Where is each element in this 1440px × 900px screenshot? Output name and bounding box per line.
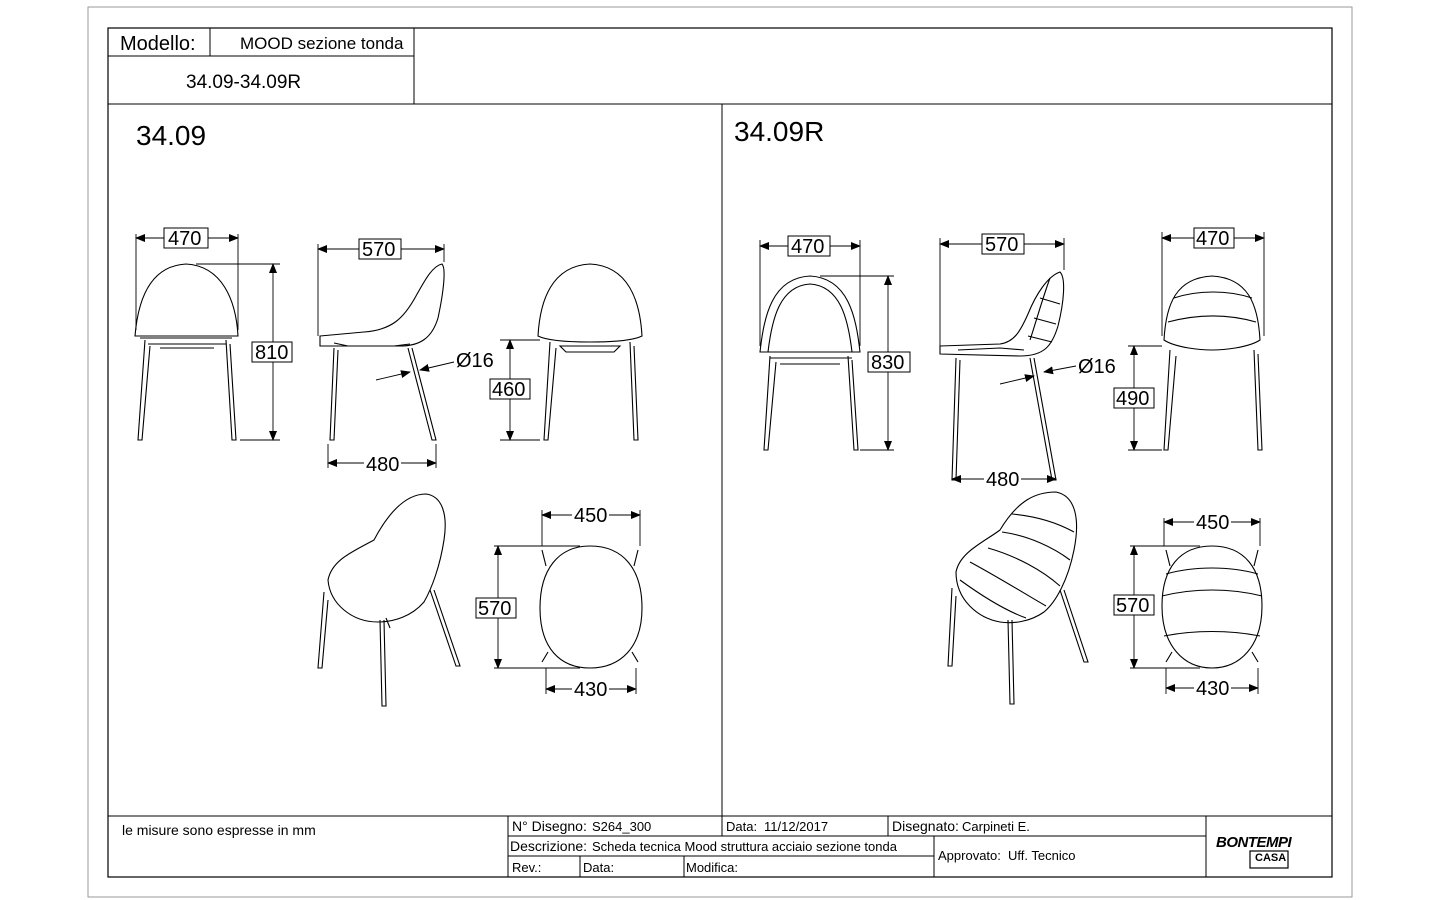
back-view-legs — [1164, 350, 1262, 450]
dim-top-depth: 570 — [1116, 595, 1150, 617]
rev-date-label: Data: — [583, 860, 615, 875]
back-view-shell — [1164, 276, 1260, 350]
dim-side-depth: 570 — [985, 234, 1019, 256]
modification-label: Modifica: — [686, 860, 739, 875]
panel-title-34-09R: 34.09R — [734, 116, 825, 147]
back-view-legs — [544, 342, 638, 440]
drawing-number: S264_300 — [592, 819, 652, 834]
approved-label: Approvato: — [938, 848, 1001, 863]
perspective-view-shell — [328, 494, 445, 622]
front-view-shell — [135, 264, 238, 336]
dim-base-depth: 480 — [986, 469, 1020, 491]
side-view-shell — [320, 264, 444, 346]
drawn-by: Carpineti E. — [962, 819, 1030, 834]
front-view-legs — [764, 356, 858, 450]
header-box — [108, 28, 1332, 816]
dim-top-width: 450 — [574, 505, 608, 527]
perspective-view-shell — [956, 492, 1077, 623]
side-view-legs — [330, 348, 436, 440]
logo-sub: CASA — [1255, 852, 1287, 864]
date-label: Data: — [726, 819, 758, 834]
approved-by: Uff. Tecnico — [1008, 848, 1076, 863]
rev-label: Rev.: — [512, 860, 542, 875]
dim-top-depth: 570 — [478, 598, 512, 620]
dim-height: 830 — [871, 352, 905, 374]
back-view-shell — [538, 264, 642, 342]
top-view-seat — [540, 546, 642, 668]
dim-top-width: 450 — [1196, 512, 1230, 534]
units-note: le misure sono espresse in mm — [122, 822, 316, 838]
dim-front-width: 470 — [168, 228, 202, 250]
drawing-number-label: N° Disegno: — [512, 818, 587, 834]
dimension-label-boxes — [164, 228, 1234, 618]
top-view-seat — [1162, 546, 1262, 668]
front-view-legs — [138, 340, 236, 440]
logo-text: BONTEMPI — [1216, 834, 1292, 851]
perspective-view-legs — [318, 590, 460, 706]
front-view-shell — [760, 276, 860, 352]
dim-side-depth: 570 — [362, 239, 396, 261]
dim-seat-height: 460 — [492, 379, 526, 401]
panel-title-34-09: 34.09 — [136, 120, 207, 151]
dim-top-rear-width: 430 — [1196, 678, 1230, 700]
panel-34-09-drawings — [135, 264, 642, 706]
model-label: Modello: — [120, 33, 196, 55]
dim-back-width: 470 — [1196, 228, 1230, 250]
dim-leg-diameter: Ø16 — [1078, 356, 1116, 378]
drawn-by-label: Disegnato: — [892, 818, 959, 834]
description-label: Descrizione: — [510, 838, 588, 854]
inner-frame — [108, 28, 1332, 877]
dim-base-depth: 480 — [366, 454, 400, 476]
dim-front-width: 470 — [791, 236, 825, 258]
model-codes: 34.09-34.09R — [186, 72, 302, 93]
dim-top-rear-width: 430 — [574, 679, 608, 701]
dim-seat-height: 490 — [1116, 388, 1150, 410]
outer-frame — [88, 7, 1352, 897]
side-view-shell — [940, 272, 1064, 356]
dim-height: 810 — [255, 342, 289, 364]
side-view-legs — [952, 358, 1056, 480]
date-value: 11/12/2017 — [764, 819, 829, 834]
model-name: MOOD sezione tonda — [240, 34, 404, 53]
description: Scheda tecnica Mood struttura acciaio sezione tonda — [592, 839, 897, 854]
dim-leg-diameter: Ø16 — [456, 350, 494, 372]
